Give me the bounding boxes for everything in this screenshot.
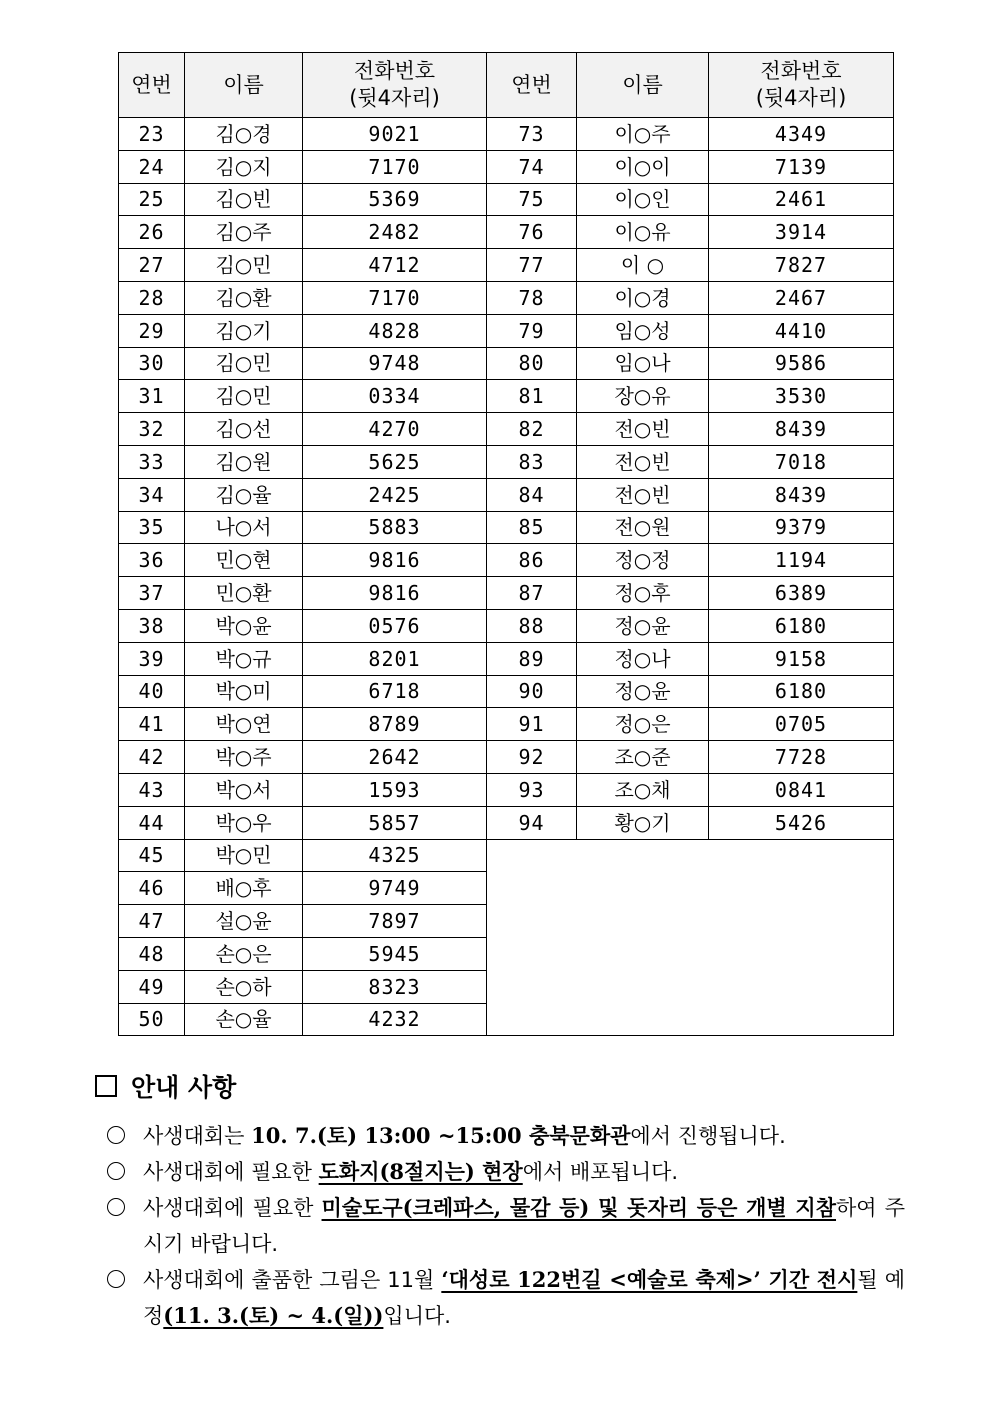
phone-last4: 1593 (303, 773, 487, 806)
phone-last4: 5369 (303, 183, 487, 216)
participant-name: 전○빈 (577, 445, 709, 478)
table-row (119, 314, 894, 347)
table-row (119, 445, 894, 478)
row-number: 40 (119, 675, 185, 708)
header-name: 이름 (185, 53, 303, 118)
participant-name: 김○환 (185, 281, 303, 314)
row-number: 26 (119, 216, 185, 249)
participant-name: 이 ○ (577, 249, 709, 282)
notice-title: 안내 사항 (95, 1068, 905, 1104)
phone-last4: 4828 (303, 314, 487, 347)
row-number: 49 (119, 970, 185, 1003)
row-number: 29 (119, 314, 185, 347)
row-number: 91 (487, 708, 577, 741)
participant-name: 장○유 (577, 380, 709, 413)
participant-name: 손○하 (185, 970, 303, 1003)
row-number: 94 (487, 806, 577, 839)
participant-name: 박○연 (185, 708, 303, 741)
row-number: 38 (119, 609, 185, 642)
table-row (119, 380, 894, 413)
row-number: 74 (487, 150, 577, 183)
participant-name: 김○율 (185, 478, 303, 511)
table-row (119, 839, 894, 872)
participant-name: 전○빈 (577, 478, 709, 511)
row-number: 32 (119, 413, 185, 446)
participant-name: 박○민 (185, 839, 303, 872)
row-number: 47 (119, 905, 185, 938)
participant-name: 설○윤 (185, 905, 303, 938)
participant-name: 김○민 (185, 249, 303, 282)
phone-last4: 5883 (303, 511, 487, 544)
participant-name: 전○빈 (577, 413, 709, 446)
phone-last4: 2425 (303, 478, 487, 511)
table-row (119, 511, 894, 544)
phone-last4: 8439 (709, 478, 894, 511)
header-no: 연번 (119, 53, 185, 118)
row-number: 28 (119, 281, 185, 314)
circle-bullet-icon (107, 1270, 125, 1288)
participant-name: 박○미 (185, 675, 303, 708)
phone-last4: 4712 (303, 249, 487, 282)
participant-name: 박○서 (185, 773, 303, 806)
participant-name: 정○정 (577, 544, 709, 577)
participant-name: 정○후 (577, 577, 709, 610)
participant-name: 이○주 (577, 118, 709, 151)
table-row (119, 183, 894, 216)
circle-bullet-icon (107, 1162, 125, 1180)
row-number: 42 (119, 741, 185, 774)
table-row (119, 413, 894, 446)
phone-last4: 7139 (709, 150, 894, 183)
row-number: 75 (487, 183, 577, 216)
table-row (119, 806, 894, 839)
notice-item: 사생대회에 필요한 도화지(8절지는) 현장에서 배포됩니다. (95, 1154, 905, 1190)
participant-name: 임○나 (577, 347, 709, 380)
row-number: 92 (487, 741, 577, 774)
phone-last4: 8323 (303, 970, 487, 1003)
notice-item: 사생대회에 출품한 그림은 11월 ‘대성로 122번길 <예술로 축제>’ 기간 전시될 예정(11. 3.(토) ~ 4.(일))입니다. (95, 1262, 905, 1334)
row-number: 23 (119, 118, 185, 151)
table-row (119, 216, 894, 249)
row-number: 35 (119, 511, 185, 544)
row-number: 24 (119, 150, 185, 183)
participant-table (118, 52, 894, 1036)
row-number: 76 (487, 216, 577, 249)
participant-name: 임○성 (577, 314, 709, 347)
participant-name: 정○나 (577, 642, 709, 675)
phone-last4: 6180 (709, 675, 894, 708)
phone-last4: 8201 (303, 642, 487, 675)
phone-last4: 8789 (303, 708, 487, 741)
notice-section (95, 1068, 905, 1334)
row-number: 78 (487, 281, 577, 314)
row-number: 36 (119, 544, 185, 577)
row-number: 85 (487, 511, 577, 544)
phone-last4: 0841 (709, 773, 894, 806)
phone-last4: 2642 (303, 741, 487, 774)
table-row (119, 577, 894, 610)
row-number: 31 (119, 380, 185, 413)
phone-last4: 6180 (709, 609, 894, 642)
empty-cell (487, 839, 894, 1036)
header-no: 연번 (487, 53, 577, 118)
phone-last4: 9748 (303, 347, 487, 380)
phone-last4: 9816 (303, 577, 487, 610)
participant-name: 박○우 (185, 806, 303, 839)
participant-name: 김○원 (185, 445, 303, 478)
phone-last4: 9749 (303, 872, 487, 905)
participant-name: 김○경 (185, 118, 303, 151)
header-phone: 전화번호 (뒷4자리) (709, 53, 894, 118)
row-number: 86 (487, 544, 577, 577)
phone-last4: 4410 (709, 314, 894, 347)
participant-name: 손○율 (185, 1003, 303, 1036)
circle-bullet-icon (107, 1126, 125, 1144)
table-row (119, 773, 894, 806)
participant-name: 이○인 (577, 183, 709, 216)
row-number: 44 (119, 806, 185, 839)
row-number: 50 (119, 1003, 185, 1036)
phone-last4: 9586 (709, 347, 894, 380)
participant-name: 배○후 (185, 872, 303, 905)
phone-last4: 3530 (709, 380, 894, 413)
phone-last4: 7018 (709, 445, 894, 478)
row-number: 81 (487, 380, 577, 413)
phone-last4: 5945 (303, 937, 487, 970)
phone-last4: 7897 (303, 905, 487, 938)
row-number: 48 (119, 937, 185, 970)
phone-last4: 5625 (303, 445, 487, 478)
phone-last4: 2482 (303, 216, 487, 249)
row-number: 45 (119, 839, 185, 872)
participant-name: 나○서 (185, 511, 303, 544)
table-row (119, 642, 894, 675)
row-number: 88 (487, 609, 577, 642)
phone-last4: 4325 (303, 839, 487, 872)
row-number: 83 (487, 445, 577, 478)
participant-name: 정○윤 (577, 609, 709, 642)
participant-name: 김○기 (185, 314, 303, 347)
table-row (119, 347, 894, 380)
participant-name: 민○현 (185, 544, 303, 577)
phone-last4: 9021 (303, 118, 487, 151)
phone-last4: 2467 (709, 281, 894, 314)
participant-name: 박○규 (185, 642, 303, 675)
phone-last4: 4270 (303, 413, 487, 446)
participant-name: 김○민 (185, 347, 303, 380)
participant-name: 손○은 (185, 937, 303, 970)
table-row (119, 708, 894, 741)
row-number: 37 (119, 577, 185, 610)
phone-last4: 3914 (709, 216, 894, 249)
phone-last4: 7170 (303, 281, 487, 314)
row-number: 84 (487, 478, 577, 511)
row-number: 43 (119, 773, 185, 806)
participant-name: 정○윤 (577, 675, 709, 708)
phone-last4: 6718 (303, 675, 487, 708)
row-number: 90 (487, 675, 577, 708)
phone-last4: 7170 (303, 150, 487, 183)
phone-last4: 5857 (303, 806, 487, 839)
row-number: 89 (487, 642, 577, 675)
row-number: 30 (119, 347, 185, 380)
row-number: 87 (487, 577, 577, 610)
row-number: 82 (487, 413, 577, 446)
notice-list (95, 1118, 905, 1334)
table-row (119, 741, 894, 774)
row-number: 80 (487, 347, 577, 380)
participant-name: 전○원 (577, 511, 709, 544)
phone-last4: 9379 (709, 511, 894, 544)
phone-last4: 7728 (709, 741, 894, 774)
participant-name: 황○기 (577, 806, 709, 839)
participant-name: 이○이 (577, 150, 709, 183)
table-row (119, 675, 894, 708)
notice-item: 사생대회에 필요한 미술도구(크레파스, 물감 등) 및 돗자리 등은 개별 지참하여 주시기 바랍니다. (95, 1190, 905, 1262)
circle-bullet-icon (107, 1198, 125, 1216)
phone-last4: 0334 (303, 380, 487, 413)
table-row (119, 609, 894, 642)
participant-name: 김○선 (185, 413, 303, 446)
participant-name: 조○채 (577, 773, 709, 806)
table-row (119, 281, 894, 314)
row-number: 41 (119, 708, 185, 741)
table-row (119, 150, 894, 183)
row-number: 46 (119, 872, 185, 905)
phone-last4: 0576 (303, 609, 487, 642)
row-number: 25 (119, 183, 185, 216)
phone-last4: 6389 (709, 577, 894, 610)
row-number: 79 (487, 314, 577, 347)
participant-name: 박○주 (185, 741, 303, 774)
row-number: 93 (487, 773, 577, 806)
table-row (119, 118, 894, 151)
phone-last4: 8439 (709, 413, 894, 446)
phone-last4: 5426 (709, 806, 894, 839)
participant-name: 김○지 (185, 150, 303, 183)
checkbox-square-icon (95, 1075, 117, 1097)
row-number: 73 (487, 118, 577, 151)
participant-name: 김○민 (185, 380, 303, 413)
notice-item: 사생대회는 10. 7.(토) 13:00 ~15:00 충북문화관에서 진행됩니다. (95, 1118, 905, 1154)
header-name: 이름 (577, 53, 709, 118)
phone-last4: 9816 (303, 544, 487, 577)
row-number: 33 (119, 445, 185, 478)
phone-last4: 2461 (709, 183, 894, 216)
table-header-row (119, 53, 894, 118)
participant-name: 조○준 (577, 741, 709, 774)
table-row (119, 544, 894, 577)
table-row (119, 478, 894, 511)
participant-name: 박○윤 (185, 609, 303, 642)
participant-name: 김○빈 (185, 183, 303, 216)
header-phone: 전화번호 (뒷4자리) (303, 53, 487, 118)
phone-last4: 7827 (709, 249, 894, 282)
row-number: 27 (119, 249, 185, 282)
phone-last4: 9158 (709, 642, 894, 675)
table-row (119, 249, 894, 282)
participant-name: 김○주 (185, 216, 303, 249)
participant-name: 이○유 (577, 216, 709, 249)
participant-name: 정○은 (577, 708, 709, 741)
phone-last4: 4232 (303, 1003, 487, 1036)
phone-last4: 4349 (709, 118, 894, 151)
row-number: 77 (487, 249, 577, 282)
phone-last4: 1194 (709, 544, 894, 577)
row-number: 39 (119, 642, 185, 675)
participant-name: 민○환 (185, 577, 303, 610)
row-number: 34 (119, 478, 185, 511)
phone-last4: 0705 (709, 708, 894, 741)
participant-name: 이○경 (577, 281, 709, 314)
